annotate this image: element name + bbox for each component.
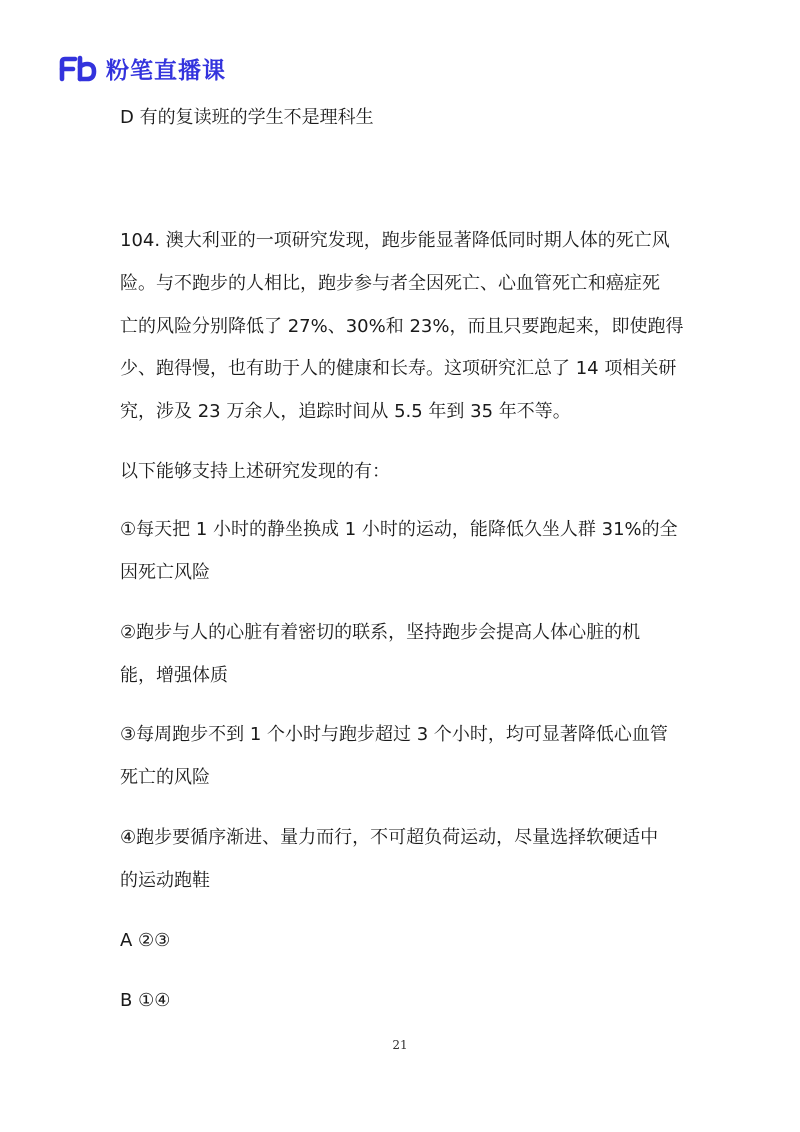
statement-line: ④跑步要循序渐进、量力而行，不可超负荷运动，尽量选择软硬适中 xyxy=(120,827,659,848)
stem-line: 亡的风险分别降低了 27%、30%和 23%，而且只要跑起来，即使跑得 xyxy=(120,316,684,337)
stem-line: 险。与不跑步的人相比，跑步参与者全因死亡、心血管死亡和癌症死 xyxy=(120,273,660,294)
stem-line: 少、跑得慢，也有助于人的健康和长寿。这项研究汇总了 14 项相关研 xyxy=(120,358,677,379)
brand-name: 粉笔直播课 xyxy=(106,58,226,84)
statement-line: 能，增强体质 xyxy=(120,665,228,686)
page-number: 21 xyxy=(392,1038,408,1052)
statement-line: 死亡的风险 xyxy=(120,767,210,788)
question-prompt: 以下能够支持上述研究发现的有： xyxy=(120,461,390,482)
statement-line: ①每天把 1 小时的静坐换成 1 小时的运动，能降低久坐人群 31%的全 xyxy=(120,519,678,540)
brand-header xyxy=(58,52,226,85)
statement-line: ③每周跑步不到 1 个小时与跑步超过 3 个小时，均可显著降低心血管 xyxy=(120,724,668,745)
option-a: A ②③ xyxy=(120,930,171,951)
stem-line: 究，涉及 23 万余人，追踪时间从 5.5 年到 35 年不等。 xyxy=(120,401,571,422)
statement-line: 的运动跑鞋 xyxy=(120,870,210,891)
statement-line: ②跑步与人的心脏有着密切的联系，坚持跑步会提高人体心脏的机 xyxy=(120,622,641,643)
stem-line: 104. 澳大利亚的一项研究发现，跑步能显著降低同时期人体的死亡风 xyxy=(120,230,670,251)
fenbi-logo-icon xyxy=(58,55,98,83)
statement-line: 因死亡风险 xyxy=(120,562,210,583)
previous-option-d: D 有的复读班的学生不是理科生 xyxy=(120,107,374,128)
option-b: B ①④ xyxy=(120,990,171,1011)
